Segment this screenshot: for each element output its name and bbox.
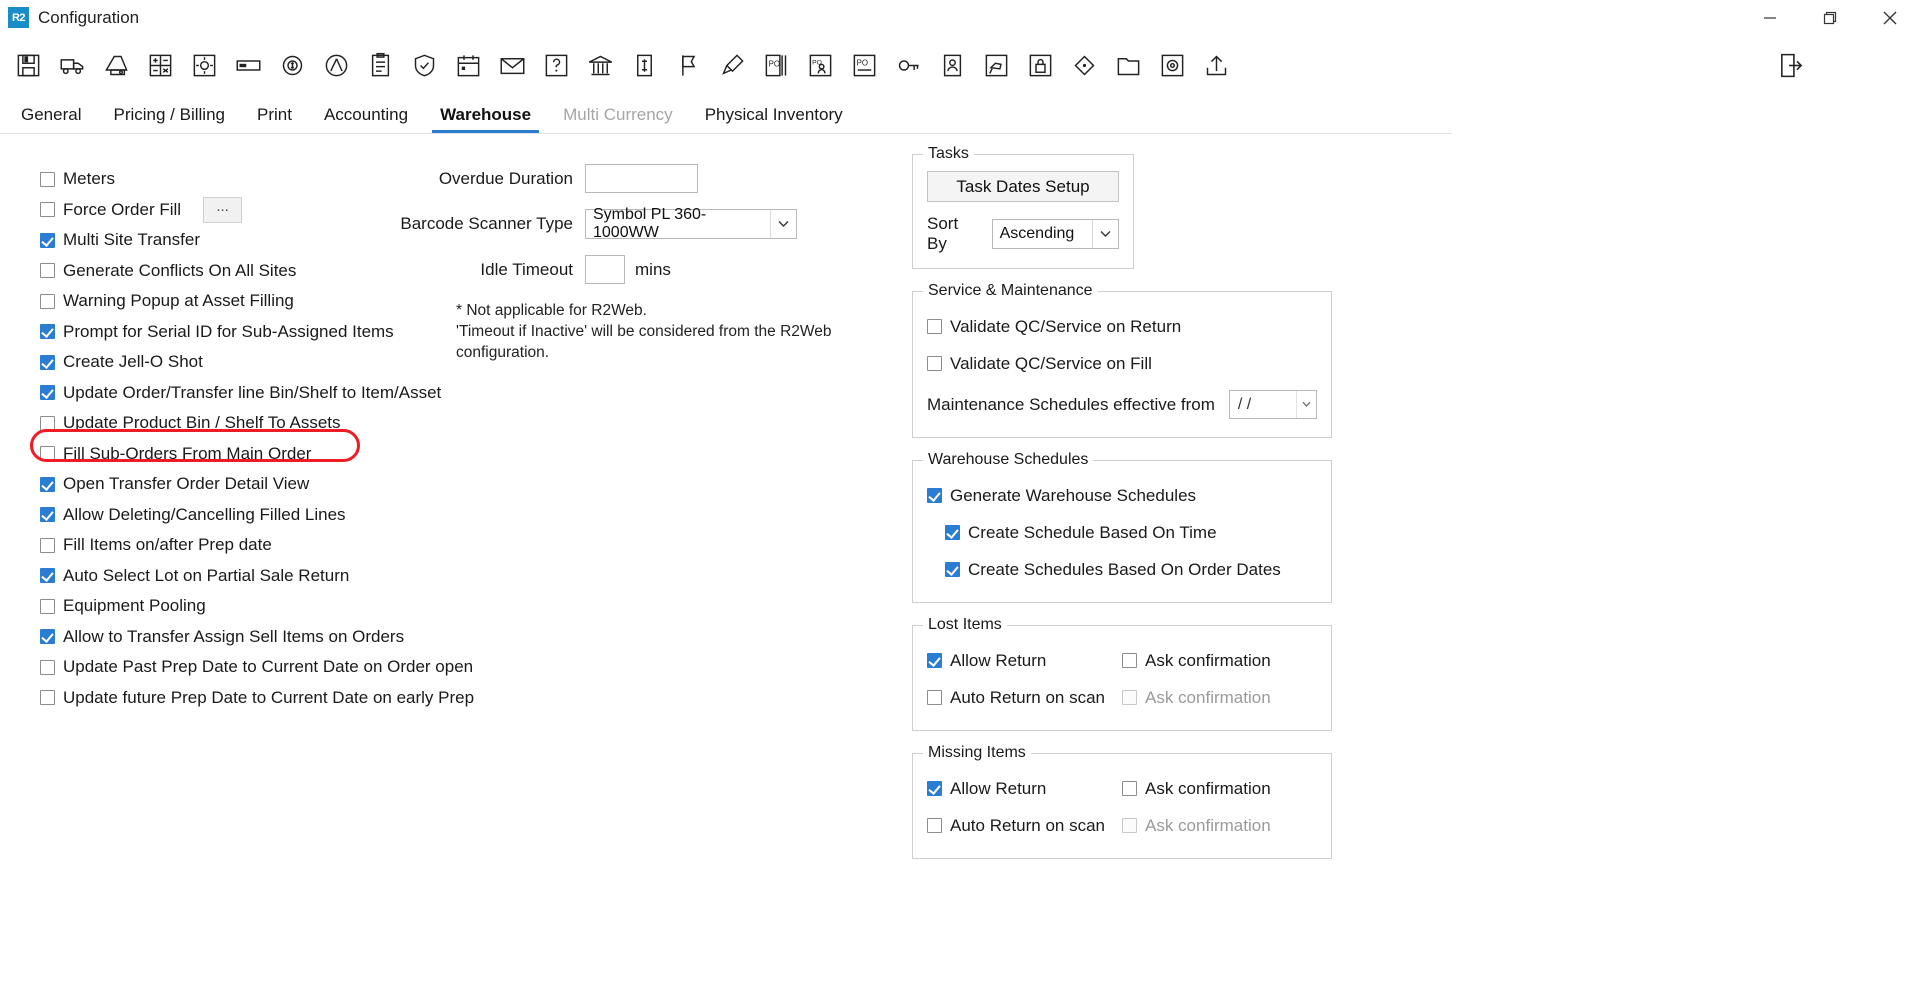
maintenance-effective-from-row xyxy=(927,386,1317,423)
option-update-past-prep-date[interactable] xyxy=(40,652,474,683)
truck-icon[interactable] xyxy=(52,45,93,86)
option-fill-items-on-after-prep-date[interactable] xyxy=(40,530,460,561)
option-label: Update Order/Transfer line Bin/Shelf to Item/Asset xyxy=(63,382,442,402)
tab-pricing-billing[interactable]: Pricing / Billing xyxy=(113,105,225,124)
option-label: Auto Return on scan xyxy=(950,815,1105,835)
tasks-group xyxy=(912,145,1134,269)
option-label: Create Schedule Based On Time xyxy=(968,522,1217,542)
option-allow-deleting-cancelling-filled-lines[interactable] xyxy=(40,500,460,531)
checkbox-lost-allow-return[interactable] xyxy=(927,653,942,668)
option-label: Allow to Transfer Assign Sell Items on Orders xyxy=(63,626,405,646)
lost-items-legend: Lost Items xyxy=(923,616,1007,634)
option-generate-warehouse-schedules[interactable] xyxy=(927,477,1317,514)
warehouse-settings-panel xyxy=(0,134,1920,1003)
folder-icon[interactable] xyxy=(1108,45,1149,86)
option-label: Warning Popup at Asset Filling xyxy=(63,291,294,311)
option-allow-transfer-assign-sell-items[interactable] xyxy=(40,622,460,653)
warehouse-schedules-legend: Warehouse Schedules xyxy=(923,451,1093,469)
checkbox-create-schedule-based-on-time[interactable] xyxy=(945,525,960,540)
calendar-icon[interactable] xyxy=(448,45,489,86)
help-icon[interactable] xyxy=(536,45,577,86)
checkbox-equipment-pooling[interactable] xyxy=(40,599,55,614)
checkbox-validate-qc-on-fill[interactable] xyxy=(927,356,942,371)
force-order-fill-options-button[interactable]: ... xyxy=(203,197,242,223)
main-toolbar xyxy=(0,36,1920,94)
service-maintenance-legend: Service & Maintenance xyxy=(923,282,1098,300)
note-line-1: * Not applicable for R2Web. xyxy=(456,302,647,319)
option-label: Generate Warehouse Schedules xyxy=(950,485,1197,505)
lost-items-rows xyxy=(927,642,1317,716)
idle-timeout-input[interactable] xyxy=(585,255,625,284)
option-missing-ask-confirmation-scan xyxy=(1122,807,1317,844)
option-lost-ask-confirmation-return[interactable] xyxy=(1122,642,1317,679)
svg-text:PO: PO xyxy=(812,58,822,66)
po-person-icon[interactable] xyxy=(800,45,841,86)
checkbox-missing-ask-confirmation-return[interactable] xyxy=(1122,781,1137,796)
maintenance-effective-from-label: Maintenance Schedules effective from xyxy=(927,394,1215,414)
tab-warehouse[interactable]: Warehouse xyxy=(424,105,547,133)
printer-icon[interactable] xyxy=(96,45,137,86)
tab-general[interactable]: General xyxy=(21,105,82,124)
missing-items-group xyxy=(912,744,1332,859)
tab-accounting[interactable]: Accounting xyxy=(323,105,409,124)
option-label: Generate Conflicts On All Sites xyxy=(63,260,297,280)
close-button[interactable] xyxy=(1860,0,1920,36)
restore-button[interactable] xyxy=(1800,0,1860,36)
option-label: Create Schedules Based On Order Dates xyxy=(968,559,1281,579)
option-label: Ask confirmation xyxy=(1145,650,1271,670)
checkbox-create-schedules-based-on-order-dates[interactable] xyxy=(945,562,960,577)
window-controls xyxy=(1740,0,1920,36)
checkbox-update-future-prep-date[interactable] xyxy=(40,690,55,705)
option-equipment-pooling[interactable] xyxy=(40,591,460,622)
chevron-down-icon[interactable] xyxy=(1296,391,1316,418)
checkbox-update-order-transfer-line[interactable] xyxy=(40,385,55,400)
calculator-icon[interactable] xyxy=(140,45,181,86)
tab-multi-currency[interactable]: Multi Currency xyxy=(563,105,673,124)
option-lost-ask-confirmation-scan xyxy=(1122,679,1317,716)
lost-items-group xyxy=(912,616,1332,731)
checkbox-missing-ask-confirmation-scan xyxy=(1122,818,1137,833)
gear-icon[interactable] xyxy=(184,45,225,86)
option-label: Update Product Bin / Shelf To Assets xyxy=(63,413,341,433)
checkbox-open-transfer-order-detail-view[interactable] xyxy=(40,477,55,492)
checkbox-meters[interactable] xyxy=(40,172,55,187)
save-icon[interactable] xyxy=(8,45,49,86)
upload-icon[interactable] xyxy=(1196,45,1237,86)
idle-timeout-label: Idle Timeout xyxy=(480,259,573,279)
checkbox-lost-auto-return[interactable] xyxy=(927,690,942,705)
option-label: Ask confirmation xyxy=(1145,815,1271,835)
title-bar xyxy=(0,0,1920,36)
option-label: Multi Site Transfer xyxy=(63,230,200,250)
tab-physical-inventory[interactable]: Physical Inventory xyxy=(704,105,843,124)
option-label: Validate QC/Service on Fill xyxy=(950,353,1152,373)
overdue-duration-input[interactable] xyxy=(585,164,698,193)
brush-icon[interactable] xyxy=(712,45,753,86)
option-label: Ask confirmation xyxy=(1145,687,1271,707)
lock-icon[interactable] xyxy=(1020,45,1061,86)
option-update-product-bin-shelf-to-assets[interactable] xyxy=(40,408,460,439)
window-title: Configuration xyxy=(38,7,140,27)
option-missing-auto-return-on-scan[interactable] xyxy=(927,807,1122,844)
idle-timeout-row xyxy=(390,255,860,284)
money-gear-icon[interactable] xyxy=(272,45,313,86)
option-label: Equipment Pooling xyxy=(63,596,206,616)
checkbox-multi-site-transfer[interactable] xyxy=(40,233,55,248)
overdue-duration-label: Overdue Duration xyxy=(438,168,573,188)
option-open-transfer-order-detail-view[interactable] xyxy=(40,469,460,500)
option-lost-auto-return-on-scan[interactable] xyxy=(927,679,1122,716)
option-update-order-transfer-line-bin-shelf[interactable] xyxy=(40,378,460,409)
sort-by-row xyxy=(927,214,1119,254)
option-auto-select-lot-on-partial-sale-return[interactable] xyxy=(40,561,460,592)
clipboard-icon[interactable] xyxy=(360,45,401,86)
barcode-scanner-type-select[interactable] xyxy=(585,206,797,241)
missing-items-rows xyxy=(927,770,1317,844)
flag-icon[interactable] xyxy=(668,45,709,86)
checkbox-missing-allow-return[interactable] xyxy=(927,781,942,796)
option-fill-sub-orders-from-main-order[interactable] xyxy=(40,439,460,470)
checkbox-auto-select-lot[interactable] xyxy=(40,568,55,583)
overdue-duration-row xyxy=(390,164,860,193)
option-label: Meters xyxy=(63,169,115,189)
option-label: Update Past Prep Date to Current Date on Order open xyxy=(63,657,474,677)
option-label: Allow Deleting/Cancelling Filled Lines xyxy=(63,504,346,524)
checkbox-allow-deleting-cancelling[interactable] xyxy=(40,507,55,522)
tasks-legend: Tasks xyxy=(923,145,974,163)
minimize-button[interactable] xyxy=(1740,0,1800,36)
exit-icon[interactable] xyxy=(1771,45,1812,86)
option-label: Open Transfer Order Detail View xyxy=(63,474,310,494)
option-validate-qc-service-on-return[interactable] xyxy=(927,308,1317,345)
card-icon[interactable] xyxy=(228,45,269,86)
chevron-down-icon[interactable] xyxy=(770,210,796,238)
settings-disc-icon[interactable] xyxy=(1152,45,1193,86)
envelope-icon[interactable] xyxy=(492,45,533,86)
checkbox-update-past-prep-date[interactable] xyxy=(40,660,55,675)
sort-by-value: Ascending xyxy=(999,225,1075,242)
checkbox-update-product-bin-shelf[interactable] xyxy=(40,416,55,431)
option-label: Ask confirmation xyxy=(1145,778,1271,798)
option-validate-qc-service-on-fill[interactable] xyxy=(927,345,1317,382)
missing-items-legend: Missing Items xyxy=(923,744,1031,762)
checkbox-missing-auto-return[interactable] xyxy=(927,818,942,833)
checkbox-lost-ask-confirmation-return[interactable] xyxy=(1122,653,1137,668)
warehouse-fields xyxy=(390,164,860,363)
option-missing-allow-return[interactable] xyxy=(927,770,1122,807)
idle-timeout-note xyxy=(456,300,860,363)
key-icon[interactable] xyxy=(888,45,929,86)
sort-by-label: Sort By xyxy=(927,214,959,253)
option-update-future-prep-date[interactable] xyxy=(40,683,475,714)
barcode-scanner-type-value: Symbol PL 360-1000WW xyxy=(593,206,707,241)
bank-icon[interactable] xyxy=(580,45,621,86)
svg-text:PO: PO xyxy=(856,58,868,67)
checkbox-fill-sub-orders[interactable] xyxy=(40,446,55,461)
option-label: Allow Return xyxy=(950,778,1047,798)
app-logo: R2 xyxy=(8,7,29,28)
option-label: Prompt for Serial ID for Sub-Assigned Items xyxy=(63,321,394,341)
option-label: Fill Sub-Orders From Main Order xyxy=(63,443,312,463)
tag-gun-icon[interactable] xyxy=(976,45,1017,86)
right-groups xyxy=(912,145,1332,881)
scales-icon[interactable] xyxy=(316,45,357,86)
option-label: Create Jell-O Shot xyxy=(63,352,203,372)
dollar-tag-icon[interactable] xyxy=(624,45,665,86)
diamond-icon[interactable] xyxy=(1064,45,1105,86)
task-dates-setup-button[interactable]: Task Dates Setup xyxy=(927,171,1119,202)
warehouse-schedules-group xyxy=(912,451,1332,603)
checkbox-generate-conflicts[interactable] xyxy=(40,263,55,278)
option-lost-allow-return[interactable] xyxy=(927,642,1122,679)
po-tag-icon[interactable] xyxy=(844,45,885,86)
checkbox-create-jell-o-shot[interactable] xyxy=(40,355,55,370)
note-line-2: 'Timeout if Inactive' will be considered from the R2Web configuration. xyxy=(456,323,832,361)
checkbox-validate-qc-on-return[interactable] xyxy=(927,319,942,334)
option-label: Fill Items on/after Prep date xyxy=(63,535,272,555)
option-label: Allow Return xyxy=(950,650,1047,670)
po-list-icon[interactable] xyxy=(756,45,797,86)
svg-text:PO: PO xyxy=(768,59,780,69)
maintenance-effective-from-input[interactable] xyxy=(1229,390,1317,419)
checkbox-fill-items-prep-date[interactable] xyxy=(40,538,55,553)
checkbox-allow-transfer-assign-sell-items[interactable] xyxy=(40,629,55,644)
option-create-schedules-based-on-order-dates[interactable] xyxy=(945,551,1317,588)
option-label: Force Order Fill xyxy=(63,199,182,219)
option-label: Auto Return on scan xyxy=(950,687,1105,707)
idle-timeout-units: mins xyxy=(635,259,671,279)
checkbox-force-order-fill[interactable] xyxy=(40,202,55,217)
maintenance-effective-from-value: / / xyxy=(1237,395,1252,413)
checkbox-prompt-for-serial-id[interactable] xyxy=(40,324,55,339)
option-label: Update future Prep Date to Current Date on early Prep xyxy=(63,687,475,707)
checkbox-lost-ask-confirmation-scan xyxy=(1122,690,1137,705)
chevron-down-icon[interactable] xyxy=(1092,220,1118,248)
tab-strip xyxy=(0,94,1920,134)
shield-icon[interactable] xyxy=(404,45,445,86)
option-label: Auto Select Lot on Partial Sale Return xyxy=(63,565,350,585)
option-missing-ask-confirmation-return[interactable] xyxy=(1122,770,1317,807)
barcode-scanner-type-label: Barcode Scanner Type xyxy=(400,214,573,233)
option-label: Validate QC/Service on Return xyxy=(950,316,1182,336)
checkbox-warning-popup[interactable] xyxy=(40,294,55,309)
tab-print[interactable]: Print xyxy=(256,105,292,124)
service-maintenance-group xyxy=(912,282,1332,438)
id-card-icon[interactable] xyxy=(932,45,973,86)
option-create-schedule-based-on-time[interactable] xyxy=(945,514,1317,551)
sort-by-select[interactable] xyxy=(992,219,1119,249)
checkbox-generate-warehouse-schedules[interactable] xyxy=(927,488,942,503)
barcode-scanner-type-row xyxy=(390,206,860,241)
